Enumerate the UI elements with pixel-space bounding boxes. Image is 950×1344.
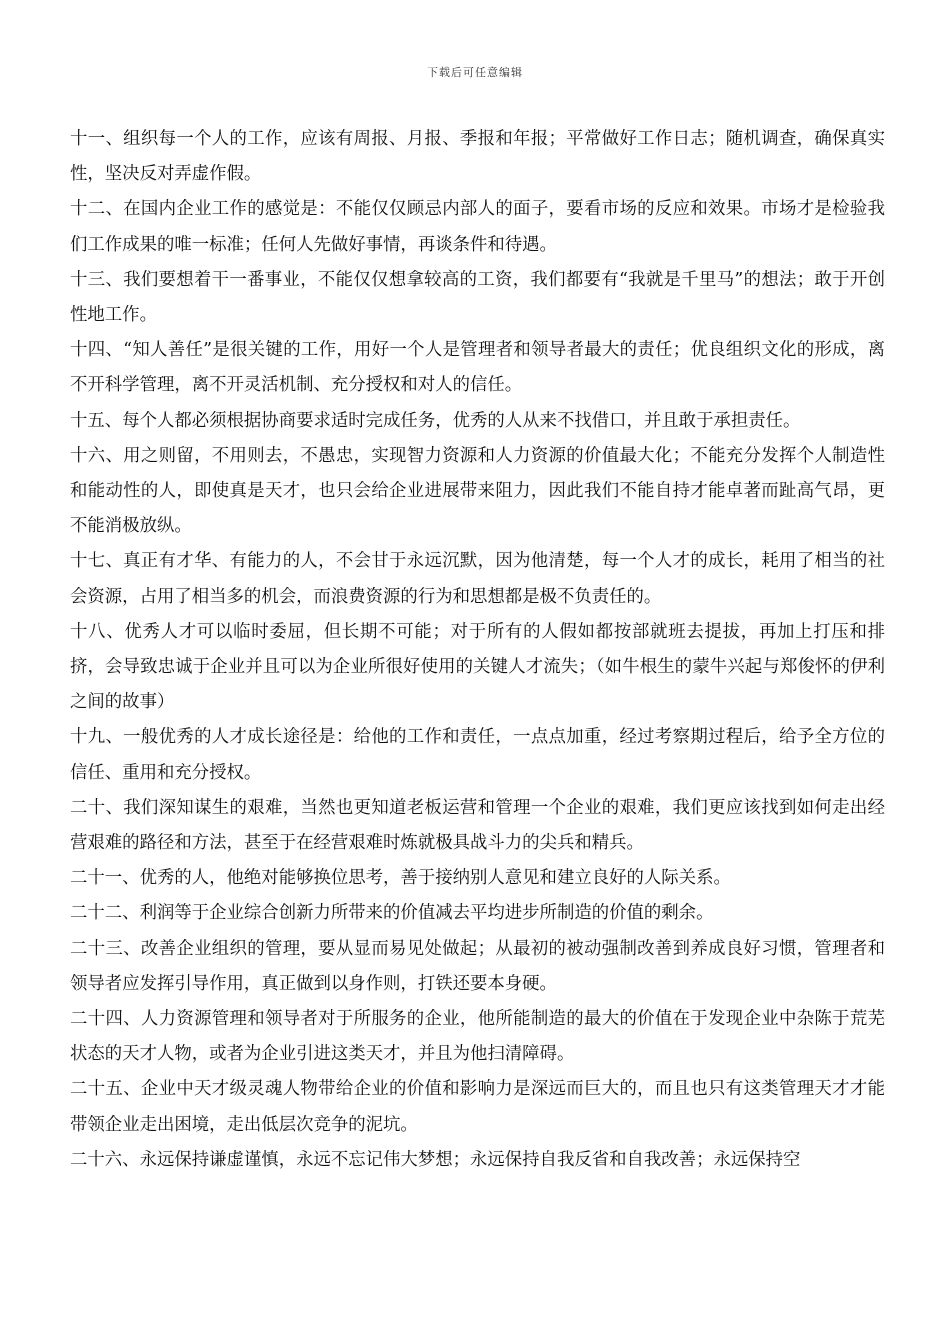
paragraph-11: 十一、组织每一个人的工作，应该有周报、月报、季报和年报；平常做好工作日志；随机调查，确保真实性，坚决反对弄虚作假。	[70, 129, 885, 185]
document-body	[70, 122, 885, 1178]
page-header-note: 下载后可任意编辑	[427, 66, 523, 79]
paragraph-14: 十四、“知人善任”是很关键的工作，用好一个人是管理者和领导者最大的责任；优良组织文化的形成，离不开科学管理，离不开灵活机制、充分授权和对人的信任。	[70, 340, 885, 396]
paragraph-17: 十七、真正有才华、有能力的人，不会甘于永远沉默，因为他清楚，每一个人才的成长，耗用了相当的社会资源，占用了相当多的机会，而浪费资源的行为和思想都是极不负责任的。	[70, 551, 885, 607]
paragraph-13: 十三、我们要想着干一番事业，不能仅仅想拿较高的工资，我们都要有“我就是千里马”的想法；敢于开创性地工作。	[70, 269, 885, 326]
paragraph-26: 二十六、永远保持谦虚谨慎，永远不忘记伟大梦想；永远保持自我反省和自我改善；永远保持空	[70, 1149, 801, 1170]
paragraph-24: 二十四、人力资源管理和领导者对于所服务的企业，他所能制造的最大的价值在于发现企业中杂陈于荒芜状态的天才人物，或者为企业引进这类天才，并且为他扫清障碍。	[70, 1009, 885, 1065]
paragraph-20: 二十、我们深知谋生的艰难，当然也更知道老板运营和管理一个企业的艰难，我们更应该找到如何走出经营艰难的路径和方法，甚至于在经营艰难时炼就极具战斗力的尖兵和精兵。	[70, 797, 885, 854]
paragraph-18: 十八、优秀人才可以临时委屈，但长期不可能；对于所有的人假如都按部就班去提拔，再加上打压和排挤，会导致忠诚于企业并且可以为企业所很好使用的关键人才流失；（如牛根生的蒙牛兴起与郑俊怀的伊利之间的故事）	[70, 621, 885, 713]
paragraph-16: 十六、用之则留，不用则去，不愚忠，实现智力资源和人力资源的价值最大化；不能充分发挥个人制造性和能动性的人，即使真是天才，也只会给企业进展带来阻力，因此我们不能自持才能卓著而趾高气昂，更不能消极放纵。	[70, 445, 885, 537]
paragraph-12: 十二、在国内企业工作的感觉是：不能仅仅顾忌内部人的面子，要看市场的反应和效果。市场才是检验我们工作成果的唯一标准；任何人先做好事情，再谈条件和待遇。	[70, 199, 885, 255]
paragraph-19: 十九、一般优秀的人才成长途径是：给他的工作和责任，一点点加重，经过考察期过程后，给予全方位的信任、重用和充分授权。	[70, 727, 885, 783]
paragraph-23: 二十三、改善企业组织的管理，要从显而易见处做起；从最初的被动强制改善到养成良好习惯，管理者和领导者应发挥引导作用，真正做到以身作则，打铁还要本身硬。	[70, 938, 885, 994]
paragraph-21: 二十一、优秀的人，他绝对能够换位思考，善于接纳别人意见和建立良好的人际关系。	[70, 868, 731, 889]
paragraph-15: 十五、每个人都必须根据协商要求适时完成任务，优秀的人从来不找借口，并且敢于承担责任。	[70, 410, 801, 431]
paragraph-22: 二十二、利润等于企业综合创新力所带来的价值减去平均进步所制造的价值的剩余。	[70, 903, 714, 924]
paragraph-25: 二十五、企业中天才级灵魂人物带给企业的价值和影响力是深远而巨大的，而且也只有这类管理天才才能带领企业走出困境，走出低层次竞争的泥坑。	[70, 1079, 885, 1135]
